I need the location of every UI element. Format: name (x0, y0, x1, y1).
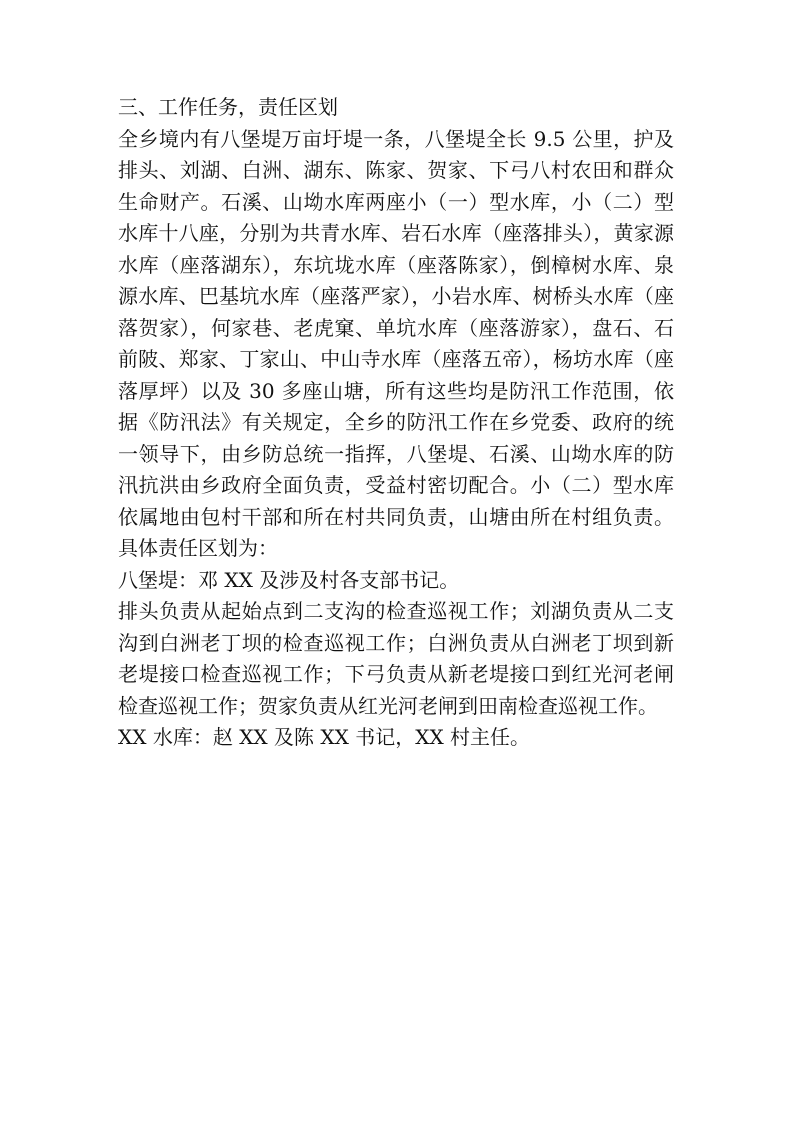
paragraph-babaodi-leader: 八堡堤：邓 XX 及涉及村各支部书记。 (118, 567, 460, 592)
section-heading: 三、工作任务，责任区划 (118, 95, 338, 119)
paragraph-patrol-assignments: 排头负责从起始点到二支沟的检查巡视工作；刘湖负责从二支沟到白洲老丁坝的检查巡视工作；白洲负责从白洲老丁坝到新老堤接口检查巡视工作；下弓负责从新老堤接口到红光河老闸检查巡视工作；贺家负责从红光河老闸到田南检查巡视工作。 (118, 599, 674, 718)
paragraph-reservoir-leader: XX 水库：赵 XX 及陈 XX 书记，XX 村主任。 (118, 725, 531, 749)
paragraph-responsibility-overview: 全乡境内有八堡堤万亩圩堤一条，八堡堤全长 9.5 公里，护及排头、刘湖、白洲、湖东、陈家、贺家、下弓八村农田和群众生命财产。石溪、山坳水库两座小（一）型水库，小（二）型水库十八座，分别为共青水库、岩石水库（座落排头），黄家源水库（座落湖东），东坑垅水库（座落陈家），倒樟树水库、泉源水库、巴基坑水库（座落严家），小岩水库、树桥头水库（座落贺家），何家巷、老虎窠、单坑水库（座落游家），盘石、石前陂、郑家、丁家山、中山寺水库（座落五帝），杨坊水库（座落厚坪）以及 30 多座山塘，所有这些均是防汛工作范围，依据《防汛法》有关规定，全乡的防汛工作在乡党委、政府的统一领导下，由乡防总统一指挥，八堡堤、石溪、山坳水库的防汛抗洪由乡政府全面负责，受益村密切配合。小（二）型水库依属地由包村干部和所在村共同负责，山塘由所在村组负责。具体责任区划为： (118, 126, 674, 560)
document-page (118, 92, 674, 754)
